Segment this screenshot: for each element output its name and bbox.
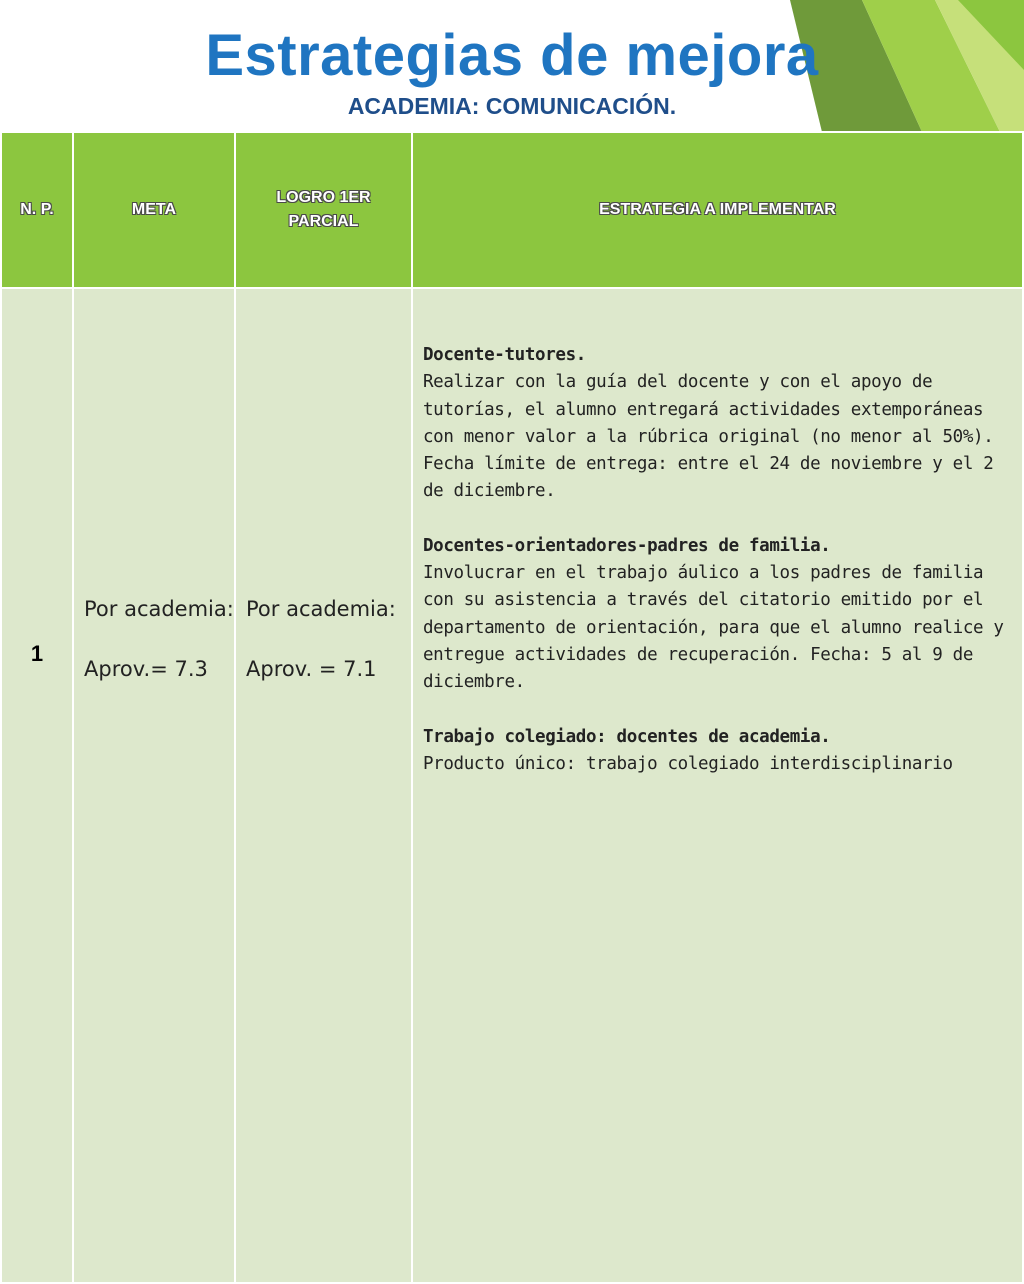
logro-value: Aprov. = 7.1 xyxy=(246,657,377,682)
logro-label: Por academia: xyxy=(246,597,396,621)
column-header-meta: META xyxy=(73,132,235,288)
strategy-table xyxy=(0,131,1024,1284)
strategy-body: Involucrar en el trabajo áulico a los padres de familia con su asistencia a través del citatorio emitido por el departamento de orientación, para que el alumno realice y entregue actividades de recuperación. Fecha: 5 al 9 de diciembre. xyxy=(423,563,1004,693)
table-row xyxy=(1,288,1023,1283)
strategy-heading: Trabajo colegiado: docentes de academia. xyxy=(423,726,831,747)
strategy-block-padres xyxy=(423,533,1014,697)
strategy-body: Producto único: trabajo colegiado interdisciplinario xyxy=(423,753,953,774)
page-title: Estrategias de mejora xyxy=(205,23,819,88)
page-subtitle: ACADEMIA: COMUNICACIÓN. xyxy=(347,93,677,119)
column-header-logro: LOGRO 1ER PARCIAL xyxy=(235,132,412,288)
strategy-heading: Docentes-orientadores-padres de familia. xyxy=(423,535,831,556)
meta-value: Aprov.= 7.3 xyxy=(84,657,208,682)
column-header-estrategia: ESTRATEGIA A IMPLEMENTAR xyxy=(412,132,1023,288)
meta-label: Por academia: xyxy=(84,597,234,621)
meta-cell xyxy=(73,288,235,1283)
strategy-heading: Docente-tutores. xyxy=(423,345,586,365)
estrategia-cell xyxy=(412,288,1023,1283)
table-header-row xyxy=(1,132,1023,288)
strategy-block-colegiado xyxy=(423,724,1014,779)
strategy-body: Realizar con la guía del docente y con el apoyo de tutorías, el alumno entregará actividades extemporáneas con menor valor a la rúbrica original (no menor al 50%). Fecha límite de entrega: entre el 24 de noviembre y el 2 de diciembre. xyxy=(423,372,994,502)
row-number: 1 xyxy=(1,288,73,1283)
column-header-np: N. P. xyxy=(1,132,73,288)
logro-cell xyxy=(235,288,412,1283)
strategy-block-tutores xyxy=(423,342,1014,506)
